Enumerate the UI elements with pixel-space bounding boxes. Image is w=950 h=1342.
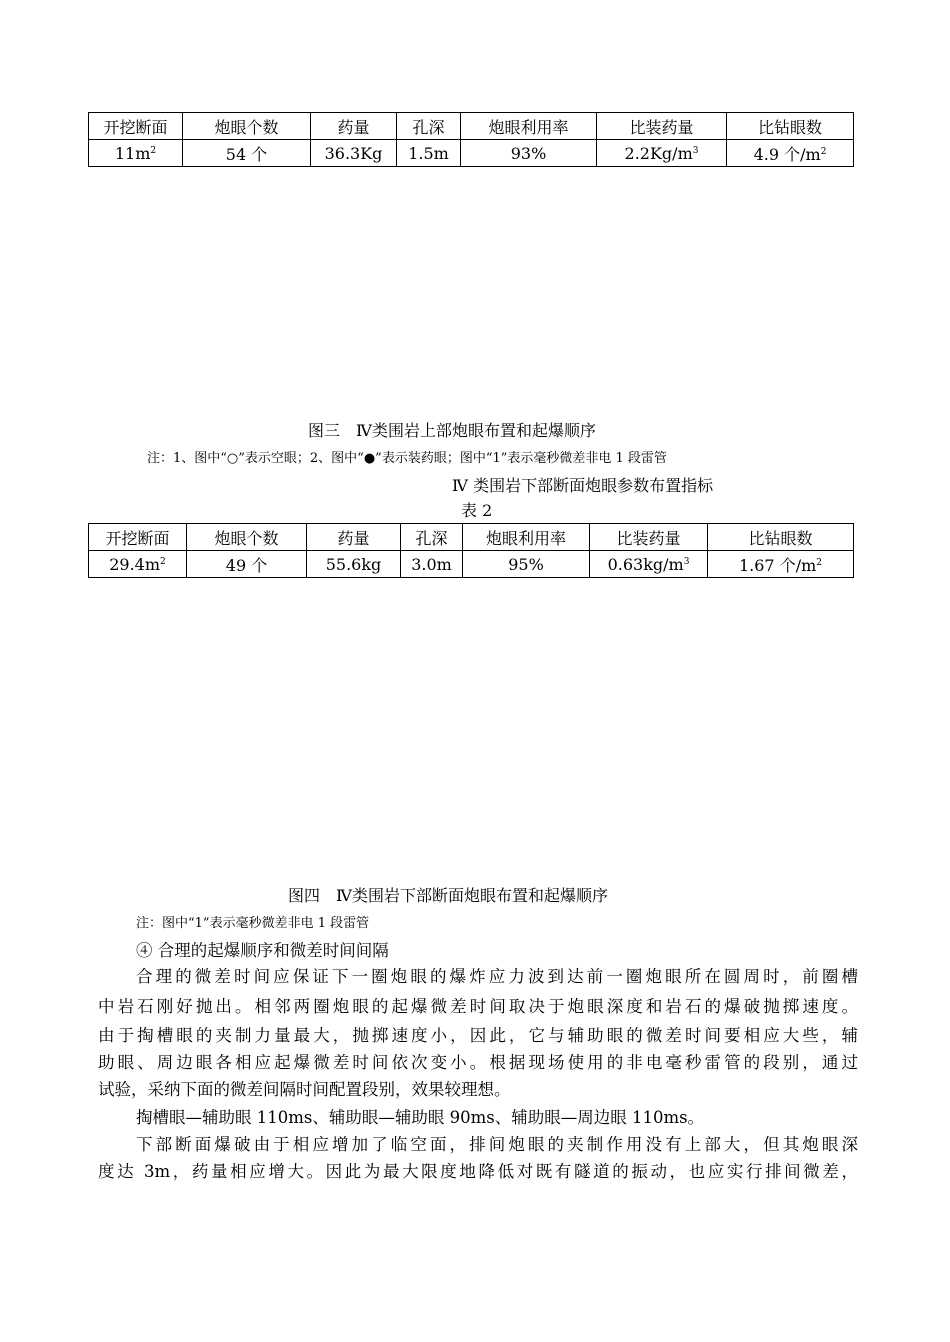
charge-cell: 55.6kg xyxy=(307,551,401,578)
figure3-note: 注：1、图中“○”表示空眼；2、图中“●”表示装药眼；图中“1”表示毫秒微差非电 1 段雷管 xyxy=(147,451,667,466)
paragraph-line: 合理的微差时间应保证下一圈炮眼的爆炸应力波到达前一圈炮眼所在圆周时，前圈槽 xyxy=(136,967,858,986)
paragraph-line: 度达 3m，药量相应增大。因此为最大限度地降低对既有隧道的振动，也应实行排间微差， xyxy=(98,1162,858,1181)
specific-drilling-cell: 4.9 个$/m^2$ xyxy=(727,140,854,167)
header-cell: 炮眼利用率 xyxy=(461,113,597,140)
table-header-row xyxy=(89,113,854,140)
lower-section-params-table xyxy=(88,523,854,578)
figure4-caption: 图四 Ⅳ类围岩下部断面炮眼布置和起爆顺序 xyxy=(288,886,608,905)
paragraph-line: 助眼、周边眼各相应起爆微差时间依次变小。根据现场使用的非电毫秒雷管的段别，通过 xyxy=(98,1053,858,1072)
figure3-caption: 图三 Ⅳ类围岩上部炮眼布置和起爆顺序 xyxy=(308,421,596,440)
specific-drilling-cell: 1.67 个$/m^2$ xyxy=(708,551,854,578)
table2-title: Ⅳ 类围岩下部断面炮眼参数布置指标 xyxy=(452,476,714,495)
header-cell: 炮眼个数 xyxy=(187,524,307,551)
header-cell: 比钻眼数 xyxy=(727,113,854,140)
header-cell: 开挖断面 xyxy=(89,524,187,551)
table-header-row xyxy=(89,524,854,551)
header-cell: 炮眼个数 xyxy=(183,113,311,140)
specific-charge-cell: $2.2Kg/m^3$ xyxy=(597,140,727,167)
table-row xyxy=(89,140,854,167)
header-cell: 开挖断面 xyxy=(89,113,183,140)
header-cell: 炮眼利用率 xyxy=(463,524,590,551)
header-cell: 孔深 xyxy=(397,113,461,140)
table-row xyxy=(89,551,854,578)
specific-charge-cell: $0.63kg/m^3$ xyxy=(590,551,708,578)
utilization-cell: 93% xyxy=(461,140,597,167)
paragraph-line: 由于掏槽眼的夹制力量最大，抛掷速度小，因此，它与辅助眼的微差时间要相应大些，辅 xyxy=(98,1026,858,1045)
upper-section-params-table xyxy=(88,112,854,167)
header-cell: 比装药量 xyxy=(590,524,708,551)
table2-number: 表 2 xyxy=(461,501,493,520)
utilization-cell: 95% xyxy=(463,551,590,578)
section-area-cell: $11m^2$ xyxy=(89,140,183,167)
paragraph-line: 下部断面爆破由于相应增加了临空面，排间炮眼的夹制作用没有上部大，但其炮眼深 xyxy=(136,1135,858,1154)
depth-cell: 3.0m xyxy=(401,551,463,578)
header-cell: 药量 xyxy=(311,113,397,140)
figure4-note: 注：图中“1”表示毫秒微差非电 1 段雷管 xyxy=(136,916,370,931)
depth-cell: 1.5m xyxy=(397,140,461,167)
header-cell: 比钻眼数 xyxy=(708,524,854,551)
hole-count-cell: 54 个 xyxy=(183,140,311,167)
header-cell: 孔深 xyxy=(401,524,463,551)
hole-count-cell: 49 个 xyxy=(187,551,307,578)
header-cell: 比装药量 xyxy=(597,113,727,140)
section-area-cell: $29.4m^2$ xyxy=(89,551,187,578)
paragraph-line: 中岩石刚好抛出。相邻两圈炮眼的起爆微差时间取决于炮眼深度和岩石的爆破抛掷速度。 xyxy=(98,997,858,1016)
header-cell: 药量 xyxy=(307,524,401,551)
section-heading: ④ 合理的起爆顺序和微差时间间隔 xyxy=(136,941,389,960)
paragraph-line: 掏槽眼—辅助眼 110ms、辅助眼—辅助眼 90ms、辅助眼—周边眼 110ms。 xyxy=(136,1108,705,1127)
charge-cell: 36.3Kg xyxy=(311,140,397,167)
paragraph-line: 试验，采纳下面的微差间隔时间配置段别，效果较理想。 xyxy=(98,1080,511,1099)
